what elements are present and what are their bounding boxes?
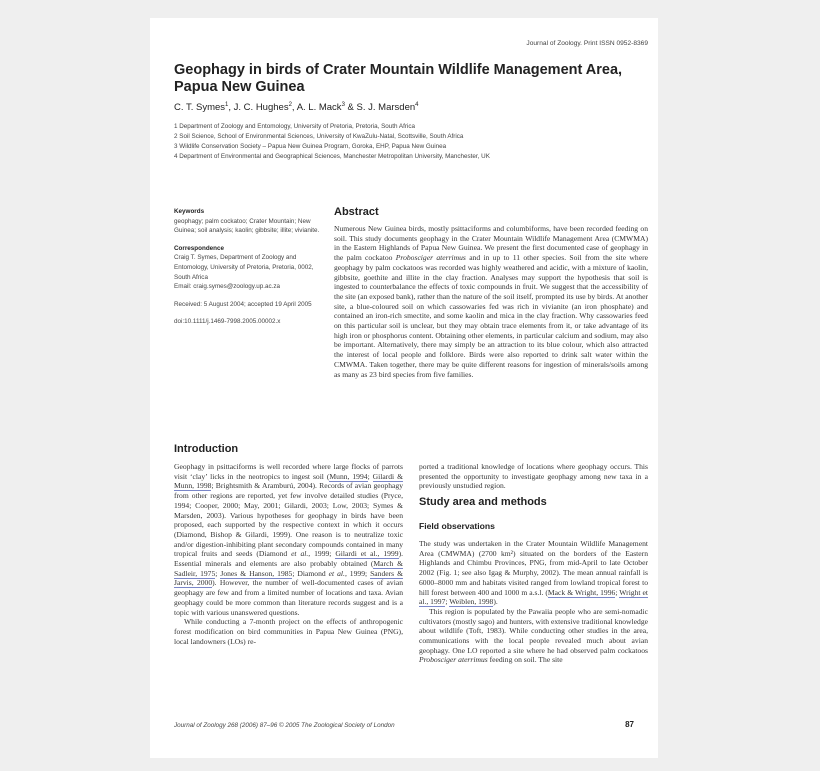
affiliation-2: 2 Soil Science, School of Environmental Sciences, University of KwaZulu-Natal, Scottsville, South Africa <box>174 133 464 140</box>
study-area-paragraph-1 <box>419 539 648 607</box>
body-text: , 1999; <box>344 568 371 578</box>
citation-link[interactable]: Gilardi et al., 1999 <box>335 549 399 559</box>
study-area-heading: Study area and methods <box>419 496 547 508</box>
introduction-paragraph-1 <box>174 462 403 617</box>
affiliation-3: 3 Wildlife Conservation Society – Papua New Guinea Program, Goroka, EHP, Papua New Guinea <box>174 143 447 150</box>
author-name: S. J. Marsden <box>356 102 416 114</box>
study-area-column <box>419 539 648 665</box>
body-text: Geophagy in psittaciforms is well recorded where large flocks of parrots visit ‘clay’ licks in the neotropics to ingest soil ( <box>174 462 403 481</box>
citation-link[interactable]: Wright et al., 1997 <box>419 587 648 607</box>
affiliations <box>174 122 644 162</box>
author-name: J. C. Hughes <box>233 102 289 114</box>
body-text: ; Diamond <box>292 568 329 578</box>
citation-link[interactable]: Gilardi & Munn, 1998 <box>174 471 403 491</box>
paper-page <box>150 18 658 758</box>
journal-header: Journal of Zoology. Print ISSN 0952-8369 <box>526 40 648 47</box>
affiliation-1: 1 Department of Zoology and Entomology, University of Pretoria, Pretoria, South Africa <box>174 123 416 130</box>
italic-text: et al. <box>291 549 309 559</box>
affiliation-4: 4 Department of Environmental and Geographical Sciences, Manchester Metropolitan University, Manchester, UK <box>174 153 490 160</box>
footer-citation: Journal of Zoology 268 (2006) 87–96 © 2005 The Zoological Society of London <box>174 722 395 729</box>
study-species: Probosciger aterrimus <box>419 655 488 665</box>
abstract-heading: Abstract <box>334 206 379 218</box>
citation-link[interactable]: Mack & Wright, 1996 <box>547 587 616 597</box>
abstract-text-2: and in up to 11 other species. Soil from the site where geophagy by palm cockatoos was recorded was highly weathered and acidic, with a mixture of kaolin, gibbsite, goethite and illite in the clay fraction. Analyses may support the hypothesis that soil is ingested to counterbalance the effects of toxic compounds in fruit. We suggest that the accessibility of the site (an exposed bank), rather than the nature of the soil itself, prompted its use by birds. At another site, a blue-coloured soil on which cassowaries fed was rich in vivianite (an iron phosphate) and contained an iron-rich smectite, and some kaolin and mica in the clay fraction. Why cassowaries feed on this particular soil is unclear, but they may obtain trace elements from it, or take advantage of its high iron or phosphorus content. Obtaining other elements, in particular calcium and sodium, may also be important. Alternatively, there may simply be an attraction to its blue colour, which also attracted the interest of local people and folklore. Birds were also reported to drink salt water within the CMWMA. Taken together, there may be quite different reasons for ingestion of minerals/soils among as many as 23 bird species from five families. <box>334 253 648 379</box>
body-text: ; <box>215 568 221 578</box>
author-affiliation-marker: 3 <box>341 102 345 108</box>
abstract-body <box>334 224 648 379</box>
study-text-a: This region is populated by the Pawaiia people who are semi-nomadic cultivators (mostly sago) and hunters, with extensive traditional knowledge about wildlife (Toft, 1983). While conducting other studies in the area, communications with the local people revealed much about avian geophagy. One LO reported a site where he had observed palm cockatoos <box>419 606 648 655</box>
email-link[interactable]: Email: craig.symes@zoology.up.ac.za <box>174 283 281 291</box>
keywords-heading: Keywords <box>174 208 205 215</box>
author-affiliation-marker: 4 <box>415 102 419 108</box>
body-text: ). Essential minerals and elements are also probably obtained ( <box>174 549 403 569</box>
received-date: Received: 5 August 2004; accepted 19 April 2005 <box>174 300 312 308</box>
body-text: ; Brightsmith & Aramburú, 2004). Records of avian geophagy from other regions are reported, yet few involve detailed studies (Pryce, 1994; Cooper, 2000; May, 2001; Gilardi, 2003; Low, 2003; Symes & Marsden, 2003). Various hypotheses for geophagy in birds have been proposed, each supported by the respective context in which it occurs (Diamond, Bishop & Gilardi, 1999). One reason is to neutralize toxic and/or digestion-inhibiting plant secondary compounds contained in many tropical fruits and seeds (Diamond <box>174 481 403 559</box>
study-text-b: feeding on soil. The site <box>487 655 563 665</box>
introduction-column <box>174 462 403 646</box>
correspondence-heading: Correspondence <box>174 244 225 252</box>
citation-link[interactable]: Munn, 1994 <box>329 471 368 481</box>
introduction-paragraph-2-cont: ported a traditional knowledge of locations where geophagy occurs. This presented the opportunity to investigate geophagy among new taxa in a previously unstudied region. <box>419 462 648 491</box>
introduction-paragraph-2: While conducting a 7-month project on the effects of anthropogenic forest modification on bird communities in Papua New Guinea (PNG), local landowners (LOs) re- <box>174 617 403 646</box>
body-text: The study was undertaken in the Crater Mountain Wildlife Management Area (CMWMA) (2700 km²) situated on the borders of the Eastern Highlands and Chimbu Provinces, PNG, from mid-April to late October 2002 (Fig. 1; see also Igag & Murphy, 2002). The mean annual rainfall is 6000–8000 mm and habitats visited ranged from lowland tropical forest to hill forest between 400 and 1000 m a.s.l. ( <box>419 539 648 597</box>
introduction-heading: Introduction <box>174 443 239 455</box>
citation-link[interactable]: Sanders & Jarvis, 2000 <box>174 568 403 588</box>
citation-link[interactable]: Jones & Hanson, 1985 <box>220 568 293 578</box>
body-text: ; <box>445 597 450 607</box>
field-observations-heading: Field observations <box>419 521 495 531</box>
page-number: 87 <box>625 720 634 729</box>
body-text: ; <box>367 471 373 481</box>
italic-text: et al. <box>328 568 345 578</box>
author-name: C. T. Symes <box>174 102 226 114</box>
right-column <box>419 462 648 491</box>
doi-link[interactable]: doi:10.1111/j.1469-7998.2005.00002.x <box>174 318 281 326</box>
study-area-paragraph-2 <box>419 607 648 665</box>
keywords-text: geophagy; palm cockatoo; Crater Mountain; New Guinea; soil analysis; kaolin; gibbsite; illite; vivianite. <box>174 217 320 235</box>
abstract-species: Probosciger aterrimus <box>395 253 466 263</box>
citation-link[interactable]: Weiblen, 1998 <box>449 597 494 607</box>
author-affiliation-marker: 1 <box>225 102 229 108</box>
body-text: ; <box>615 587 620 597</box>
citation-link[interactable]: March & Sadleir, 1975 <box>174 559 403 578</box>
body-text: ). However, the number of well-documented cases of avian geophagy are few and from a limited number of locations and taxa. Avian geophagy could be more common than literature records suggest and is a topic with various unanswered questions. <box>174 578 403 617</box>
abstract-text-1: Numerous New Guinea birds, mostly psittaciforms and columbiforms, have been recorded feeding on soil. This study documents geophagy in the Crater Mountain Wildlife Management Area (CMWMA) in the Eastern Highlands of Papua New Guinea. We present the first documented case of geophagy in the palm cockatoo <box>334 224 648 263</box>
article-sidebar <box>174 207 324 335</box>
correspondence-text: Craig T. Symes, Department of Zoology and Entomology, University of Pretoria, Pretoria, 0002, South Africa <box>174 254 314 281</box>
author-affiliation-marker: 2 <box>288 102 292 108</box>
body-text: ). <box>493 597 498 607</box>
author-name: A. L. Mack <box>296 102 342 114</box>
paper-title: Geophagy in birds of Crater Mountain Wildlife Management Area, Papua New Guinea <box>174 62 623 95</box>
body-text: , 1999; <box>308 549 336 559</box>
author-list: C. T. Symes$^1$, J. C. Hughes$^2$, A. L. Mack$^3$ & S. J. Marsden$^4$ <box>174 102 419 114</box>
